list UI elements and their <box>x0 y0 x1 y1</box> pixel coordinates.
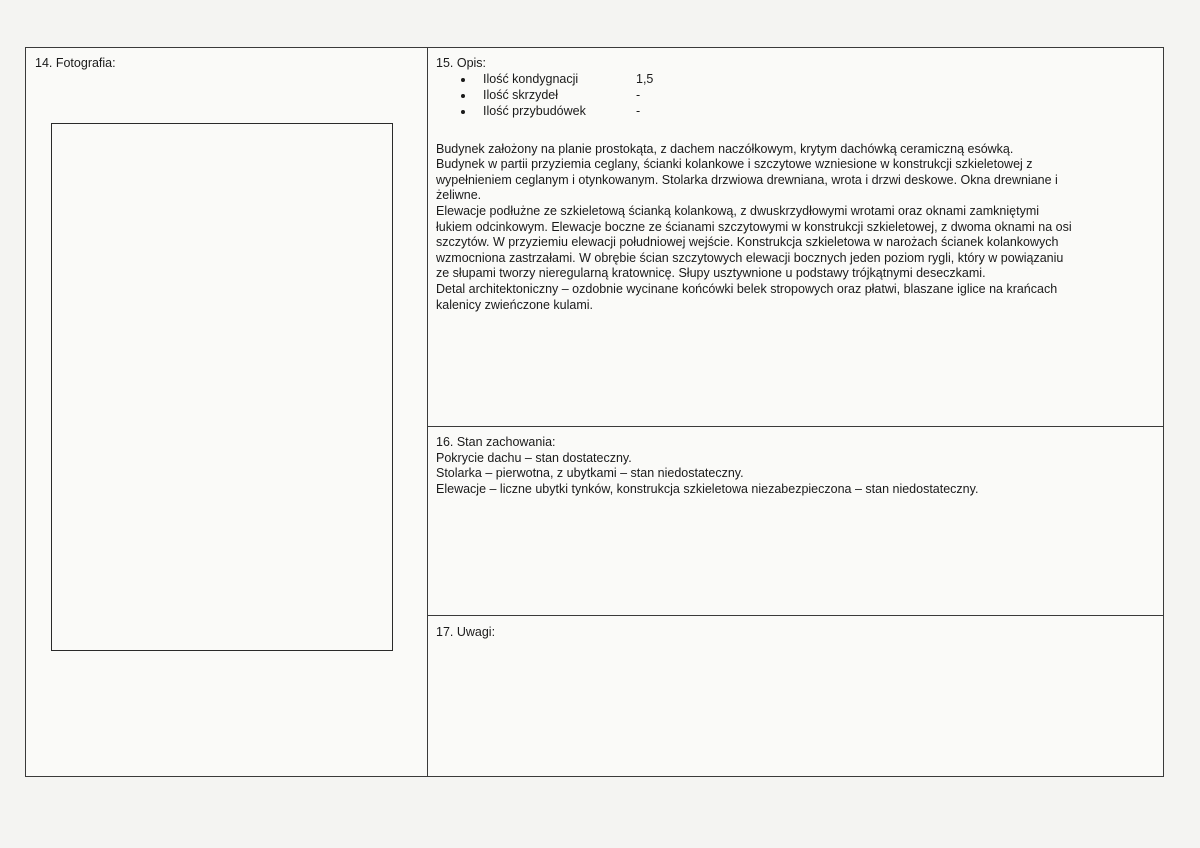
list-item <box>436 72 1156 88</box>
item-key: Ilość skrzydeł <box>483 87 559 102</box>
opis-section <box>436 56 1156 313</box>
description-line: Detal architektoniczny – ozdobnie wycinane końcówki belek stropowych oraz płatwi, blaszane iglice na krańcach <box>436 281 1058 296</box>
description-line: szczytów. W przyziemiu elewacji południowej wejście. Konstrukcja szkieletowa w narożach ścianek kolankowych <box>436 235 1059 250</box>
description-line: żeliwne. <box>436 188 482 203</box>
photo-section-label: 14. Fotografia: <box>35 56 116 70</box>
description-line: wypełnieniem ceglanym i otynkowanym. Stolarka drzwiowa drewniana, wrota i drzwi deskowe. Okna drewniane i <box>436 172 1058 187</box>
form-sheet <box>25 47 1164 777</box>
stan-section <box>436 435 1156 497</box>
description-line: łukiem odcinkowym. Elewacje boczne ze ścianami szczytowymi w konstrukcji szkieletowej, z dwoma oknami na osi <box>436 219 1072 234</box>
opis-description <box>436 142 1156 314</box>
description-line: Budynek założony na planie prostokąta, z dachem naczółkowym, krytym dachówką ceramiczną esówką. <box>436 141 1014 156</box>
list-item <box>436 104 1156 120</box>
bullet-icon <box>461 78 465 82</box>
bullet-icon <box>461 94 465 98</box>
item-value: - <box>636 103 641 118</box>
row-divider-2 <box>427 615 1164 616</box>
opis-items <box>436 72 1156 120</box>
description-line: Budynek w partii przyziemia ceglany, ścianki kolankowe i szczytowe wzniesione w konstrukcji szkieletowej z <box>436 157 1033 172</box>
uwagi-section-label: 17. Uwagi: <box>436 625 496 639</box>
bullet-icon <box>461 110 465 114</box>
opis-section-label: 15. Opis: <box>436 56 487 70</box>
item-key: Ilość kondygnacji <box>483 71 579 86</box>
description-line: ze słupami tworzy nieregularną kratownicę. Słupy usztywnione u podstawy trójkątnymi deseczkami. <box>436 266 986 281</box>
condition-line: Pokrycie dachu – stan dostateczny. <box>436 450 632 465</box>
condition-line: Stolarka – pierwotna, z ubytkami – stan niedostateczny. <box>436 466 744 481</box>
list-item <box>436 88 1156 104</box>
item-value: 1,5 <box>636 71 654 86</box>
description-line: wzmocniona zastrzałami. W obrębie ścian szczytowych elewacji bocznych jeden poziom rygli, który w powiązaniu <box>436 250 1064 265</box>
column-divider <box>427 48 428 776</box>
item-key: Ilość przybudówek <box>483 103 586 118</box>
item-value: - <box>636 87 641 102</box>
description-line: Elewacje podłużne ze szkieletową ścianką kolankową, z dwuskrzydłowymi wrotami oraz oknami zamkniętymi <box>436 203 1040 218</box>
row-divider-1 <box>427 426 1164 427</box>
condition-line: Elewacje – liczne ubytki tynków, konstrukcja szkieletowa niezabezpieczona – stan niedostateczny. <box>436 481 979 496</box>
stan-section-label: 16. Stan zachowania: <box>436 435 556 449</box>
photo-frame <box>51 123 393 651</box>
description-line: kalenicy zwieńczone kulami. <box>436 297 594 312</box>
